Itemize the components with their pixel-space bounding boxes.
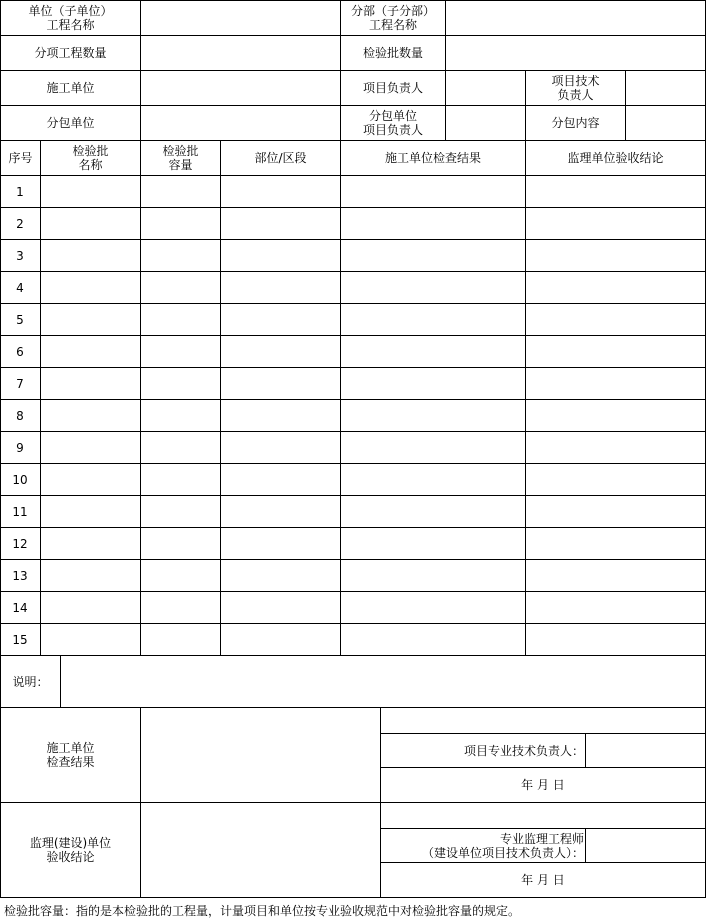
row-number: 4 (16, 280, 24, 295)
subcontractor-leader-field[interactable] (446, 106, 525, 140)
division-project-name-label: 分部（子分部） 工程名称 (350, 4, 435, 32)
column-header-index: 序号 (8, 151, 33, 165)
table-row-line (0, 623, 706, 624)
division-project-name-field[interactable] (446, 1, 705, 35)
supervision-signer-field[interactable] (586, 829, 705, 862)
table-row-line (0, 399, 706, 400)
batch-capacity-footnote: 检验批容量：指的是本检验批的工程量，计量项目和单位按专业验收规范中对检验批容量的规定。 (4, 903, 521, 918)
row-number: 7 (16, 376, 24, 391)
notes-field[interactable] (61, 656, 705, 707)
column-header-batch-name: 检验批 名称 (72, 144, 109, 172)
table-column-divider (525, 140, 526, 656)
construction-unit-field[interactable] (141, 71, 340, 105)
table-row-line (0, 527, 706, 528)
supervision-check-label: 监理(建设)单位 验收结论 (29, 836, 112, 864)
tech-leader-label: 项目技术 负责人 (551, 74, 600, 102)
row-number: 11 (12, 504, 28, 519)
row-number: 5 (16, 312, 24, 327)
construction-check-field[interactable] (141, 708, 380, 802)
row-number: 1 (16, 184, 24, 199)
table-row-line (0, 367, 706, 368)
subcontract-content-label: 分包内容 (551, 116, 600, 130)
table-column-divider (140, 140, 141, 656)
construction-signer-label: 项目专业技术负责人： (463, 743, 584, 758)
table-row-line (0, 495, 706, 496)
supervision-signer-label: 专业监理工程师 （建设单位项目技术负责人）： (421, 831, 584, 860)
supervision-check-field[interactable] (141, 803, 380, 897)
construction-signer-field[interactable] (586, 734, 705, 767)
batch-count-label: 检验批数量 (362, 46, 423, 60)
construction-date-label: 年 月 日 (521, 778, 565, 792)
supervision-date-label: 年 月 日 (521, 873, 565, 887)
project-leader-field[interactable] (446, 71, 525, 105)
construction-check-label: 施工单位 检查结果 (46, 741, 95, 769)
subcontractor-field[interactable] (141, 106, 340, 140)
form-border-bottom (0, 897, 706, 898)
subcontractor-leader-label: 分包单位 项目负责人 (362, 109, 423, 137)
column-header-supervision-conclusion: 监理单位验收结论 (567, 151, 664, 165)
subcontractor-label: 分包单位 (46, 116, 95, 130)
unit-project-name-label: 单位（子单位） 工程名称 (28, 4, 113, 32)
batch-count-field[interactable] (446, 36, 705, 70)
column-header-construction-result: 施工单位检查结果 (384, 151, 481, 165)
subitem-count-label: 分项工程数量 (34, 46, 107, 60)
row-number: 8 (16, 408, 24, 423)
subcontract-content-field[interactable] (626, 106, 705, 140)
row-number: 9 (16, 440, 24, 455)
notes-label: 说明： (12, 674, 49, 689)
table-row-line (0, 239, 706, 240)
row-number: 15 (12, 632, 28, 647)
table-row-line (0, 335, 706, 336)
construction-unit-label: 施工单位 (46, 81, 95, 95)
row-number: 10 (12, 472, 28, 487)
table-row-line (0, 207, 706, 208)
row-number: 13 (12, 568, 28, 583)
table-row-line (0, 559, 706, 560)
row-number: 6 (16, 344, 24, 359)
row-number: 2 (16, 216, 24, 231)
table-row-line (0, 431, 706, 432)
header-line (0, 175, 706, 176)
table-row-line (0, 463, 706, 464)
row-number: 12 (12, 536, 28, 551)
row-number: 3 (16, 248, 24, 263)
subitem-count-field[interactable] (141, 36, 340, 70)
row-number: 14 (12, 600, 28, 615)
column-header-location: 部位/区段 (254, 151, 307, 165)
table-row-line (0, 591, 706, 592)
unit-project-name-field[interactable] (141, 1, 340, 35)
column-header-batch-capacity: 检验批 容量 (162, 144, 199, 172)
table-row-line (0, 271, 706, 272)
table-column-divider (340, 140, 341, 656)
tech-leader-field[interactable] (626, 71, 705, 105)
table-column-divider (220, 140, 221, 656)
table-row-line (0, 303, 706, 304)
project-leader-label: 项目负责人 (362, 81, 423, 95)
table-column-divider (40, 140, 41, 656)
